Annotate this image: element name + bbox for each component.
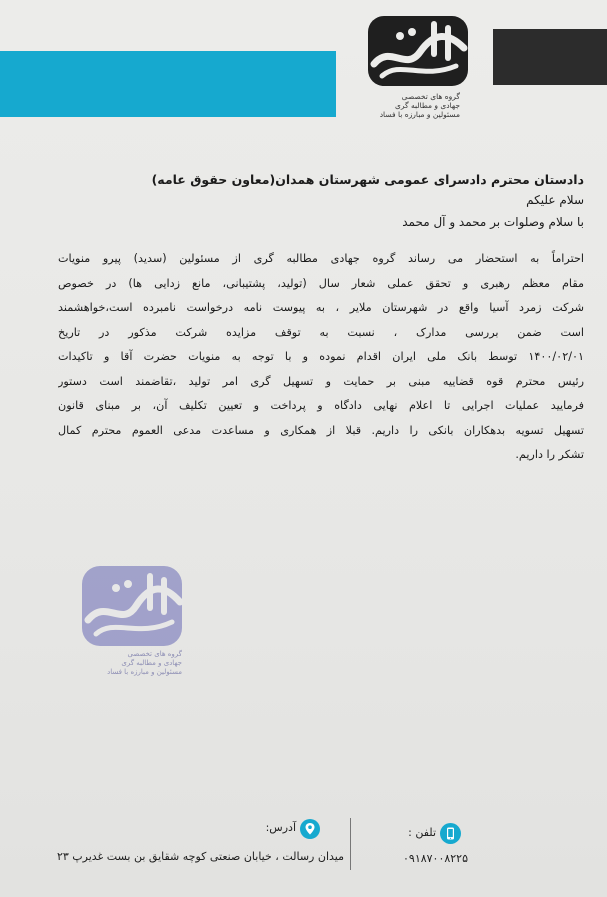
phone-label: تلفن : [408,826,436,839]
letter-body [28,172,584,468]
body-line: فرمایید عملیات اجرایی تا اعلام نهایی دادگاه و پرداخت و تعیین تکلیف آن، بر مبنای قانون [58,399,584,412]
phone-value: ۰۹۱۸۷۰۰۸۲۲۵ [403,852,468,865]
addressee: دادستان محترم دادسرای عمومی شهرستان همدان(معاون حقوق عامه) [151,172,584,187]
phone-icon [440,823,461,844]
address-label: آدرس: [265,821,296,834]
watermark-caption: گروه های تخصصی جهادی و مطالبه گری مسئولین و مبارزه با فساد [107,650,182,676]
body-line: شرکت زمرد آسیا واقع در شهرستان ملایر ، به پیوست نامه درخواست نامبرده است،خواهشمند [58,301,584,314]
logo-caption: گروه های تخصصی جهادی و مطالبه گری مسئولین و مبارزه با فساد [379,92,460,119]
body-line: رئیس محترم قوه قضاییه مبنی بر حمایت و تسهیل گری امر تولید ،تقاضمند است دستور [58,374,584,388]
body-line: مقام معظم رهبری و تحقق عملی شعار سال (تولید، پشتیبانی، مانع زدایی ها) در خصوص [58,276,584,290]
salutation: با سلام وصلوات بر محمد و آل محمد [402,215,584,229]
watermark-logo-icon [78,564,186,648]
body-line: است ضمن بررسی مدارک ، نسبت به توقف مزایده شرکت مذکور در تاریخ [58,325,584,339]
sadid-logo-icon [360,14,472,88]
body-line: تشکر را داریم. [515,448,584,461]
body-line: تسهیل تسویه بدهکاران بانکی را داریم. قبلا از همکاری و مساعدت مدعی العموم محترم کمال [58,423,584,437]
address-value: میدان رسالت ، خیابان صنعتی کوچه شقایق بن بست غدیرپ ۲۳ [56,850,344,863]
footer-divider [350,818,351,870]
location-pin-icon [300,819,320,839]
letterhead-blue-bar [0,51,336,117]
letterhead-dark-bar [493,29,607,85]
body-line: ۱۴۰۰/۰۲/۰۱ توسط بانک ملی ایران اقدام نموده و با توجه به منویات حضرت آقا و تاکیدات [58,350,584,363]
body-line: احتراماً به استحضار می رساند گروه جهادی مطالبه گری از مسئولین (سدید) پیرو منویات [58,252,584,265]
greeting: سلام علیکم [526,193,584,207]
